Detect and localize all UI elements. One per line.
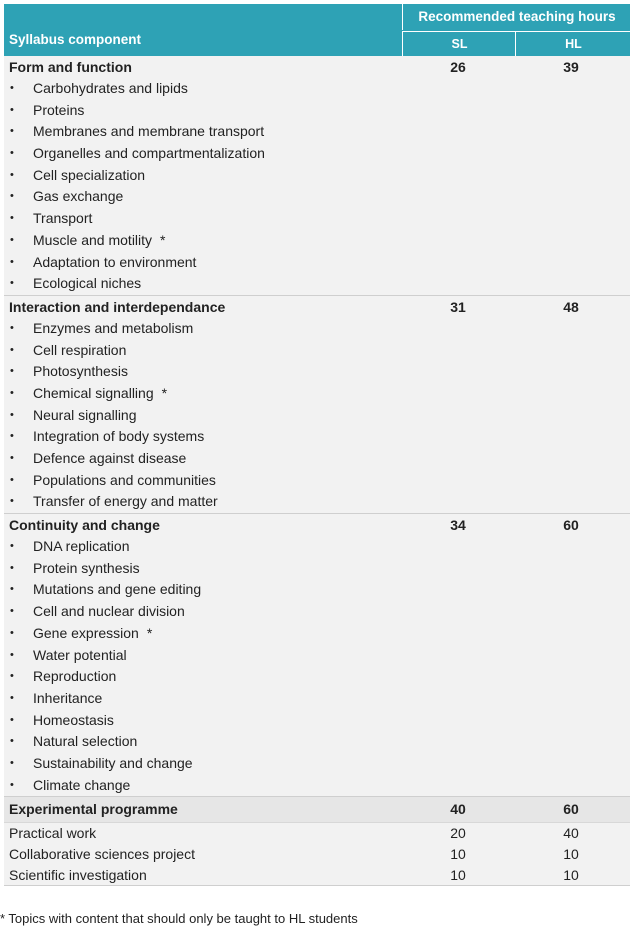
section-hl-hours: 39 [563,59,579,75]
topic-list-item [4,775,630,797]
bullet-icon: • [10,82,14,94]
topic-label: Protein synthesis [33,559,140,576]
topic-label: Adaptation to environment [33,253,197,270]
topic-list-item [4,230,630,252]
topic-list-item [4,318,630,340]
topic-label: Climate change [33,776,131,793]
section-sl-hours: 34 [450,517,466,534]
topic-list-item [4,361,630,383]
topic-list-item [4,731,630,753]
section-hl-hours: 48 [563,298,579,315]
hl-only-marker: * [160,231,166,248]
bullet-icon: • [10,561,14,574]
topic-list-item [4,186,630,208]
footnote: * Topics with content that should only be taught to HL students [0,911,358,926]
experimental-row-sl: 10 [450,866,466,883]
experimental-row-sl: 10 [450,846,466,862]
topic-list-item [4,491,630,513]
teaching-hours-table [4,4,630,886]
bullet-icon: • [10,277,14,290]
experimental-row-label: Practical work [9,825,97,842]
topic-list-item [4,688,630,710]
section-hl-hours: 60 [563,517,579,534]
experimental-sl-hours: 40 [450,801,466,818]
bullet-icon: • [10,255,14,268]
topic-label: Homeostasis [33,711,114,728]
bullet-icon: • [10,386,14,399]
topic-label: Transport [33,210,93,227]
topic-label: Organelles and compartmentalization [33,145,265,162]
hl-column-header: HL [515,31,631,57]
topic-label: Defence against disease [33,450,187,466]
recommended-hours-header: Recommended teaching hours [402,4,631,30]
topic-list-item [4,426,630,448]
topic-label: Enzymes and metabolism [33,319,194,336]
experimental-hl-hours: 60 [563,801,579,818]
bullet-icon: • [10,691,14,704]
topic-list-item [4,252,630,274]
section-sl-hours: 31 [450,298,466,315]
topic-label: DNA replication [33,538,130,555]
topic-list-item [4,470,630,492]
topic-list-item [4,536,630,558]
experimental-row-hl: 10 [563,866,579,883]
topic-label: Sustainability and change [33,754,193,771]
topic-list-item [4,143,630,165]
topic-label: Populations and communities [33,471,216,488]
experimental-programme-rows [4,823,630,886]
bullet-icon: • [10,495,14,508]
topic-list-item [4,273,630,295]
topic-label: Natural selection [33,733,138,750]
topic-label: Neural signalling [33,406,137,423]
topic-label: Carbohydrates and lipids [33,80,188,96]
bullet-icon: • [10,147,14,160]
experimental-programme-header-row [4,797,630,823]
topic-list-item [4,121,630,143]
topic-list-item [4,448,630,470]
topic-label: Integration of body systems [33,428,205,445]
hl-only-marker: * [161,384,168,401]
bullet-icon: • [10,648,14,661]
bullet-icon: • [10,125,14,138]
hl-only-marker: * [146,624,153,641]
bullet-icon: • [10,103,14,116]
topic-label: Photosynthesis [33,363,128,380]
syllabus-section [4,514,630,797]
syllabus-section [4,296,630,514]
bullet-icon: • [10,473,14,486]
bullet-icon: • [10,713,14,726]
bullet-icon: • [10,212,14,225]
topic-label: Reproduction [33,668,117,685]
bullet-icon: • [10,670,14,683]
bullet-icon: • [10,233,14,246]
bullet-icon: • [10,343,14,356]
topic-label: Cell and nuclear division [33,603,185,620]
section-title: Interaction and interdependance [9,298,226,315]
topic-label: Proteins [33,101,85,118]
topic-label: Mutations and gene editing [33,581,202,598]
topic-list-item [4,165,630,187]
bullet-icon: • [10,365,14,378]
experimental-row-label: Collaborative sciences project [9,846,195,862]
bullet-icon: • [10,626,14,639]
bullet-icon: • [10,583,14,596]
bullet-icon: • [10,190,14,203]
topic-list-item [4,710,630,732]
topic-label: Gene expression [33,624,139,641]
topic-list-item [4,405,630,427]
topic-label: Transfer of energy and matter [33,493,218,510]
experimental-row-label: Scientific investigation [9,866,147,883]
section-title: Continuity and change [9,517,160,534]
section-title: Form and function [9,59,132,75]
topic-label: Chemical signalling [33,384,154,401]
topic-label: Cell specialization [33,166,146,183]
bullet-icon: • [10,778,14,791]
table-header [4,4,630,56]
bullet-icon: • [10,408,14,421]
topic-list-item [4,558,630,580]
syllabus-section [4,56,630,296]
topic-list-item [4,340,630,362]
syllabus-component-header: Syllabus component [9,32,142,47]
topic-list-item [4,666,630,688]
bullet-icon: • [10,168,14,181]
topic-list-item [4,579,630,601]
topic-list-item [4,383,630,405]
topic-label: Muscle and motility [33,231,153,248]
experimental-programme-title: Experimental programme [9,801,178,818]
bullet-icon: • [10,735,14,748]
topic-label: Membranes and membrane transport [33,123,265,140]
bullet-icon: • [10,605,14,618]
experimental-row-hl: 40 [563,825,579,842]
topic-label: Inheritance [33,689,103,706]
topic-label: Gas exchange [33,188,124,205]
sl-column-header: SL [402,31,516,57]
bullet-icon: • [10,321,14,334]
topic-list-item [4,78,630,100]
topic-list-item [4,645,630,667]
bullet-icon: • [10,430,14,443]
experimental-row [4,844,630,865]
topic-label: Water potential [33,646,127,663]
section-sl-hours: 26 [450,59,466,75]
topic-list-item [4,601,630,623]
experimental-row [4,823,630,844]
bullet-icon: • [10,540,14,553]
topic-label: Cell respiration [33,341,127,358]
topic-list-item [4,623,630,645]
topic-list-item [4,208,630,230]
topic-label: Ecological niches [33,275,142,292]
experimental-row-sl: 20 [450,825,466,842]
experimental-row [4,865,630,886]
bullet-icon: • [10,756,14,769]
topic-list-item [4,753,630,775]
syllabus-sections [4,56,630,797]
bullet-icon: • [10,452,14,464]
topic-list-item [4,100,630,122]
experimental-row-hl: 10 [563,846,579,862]
